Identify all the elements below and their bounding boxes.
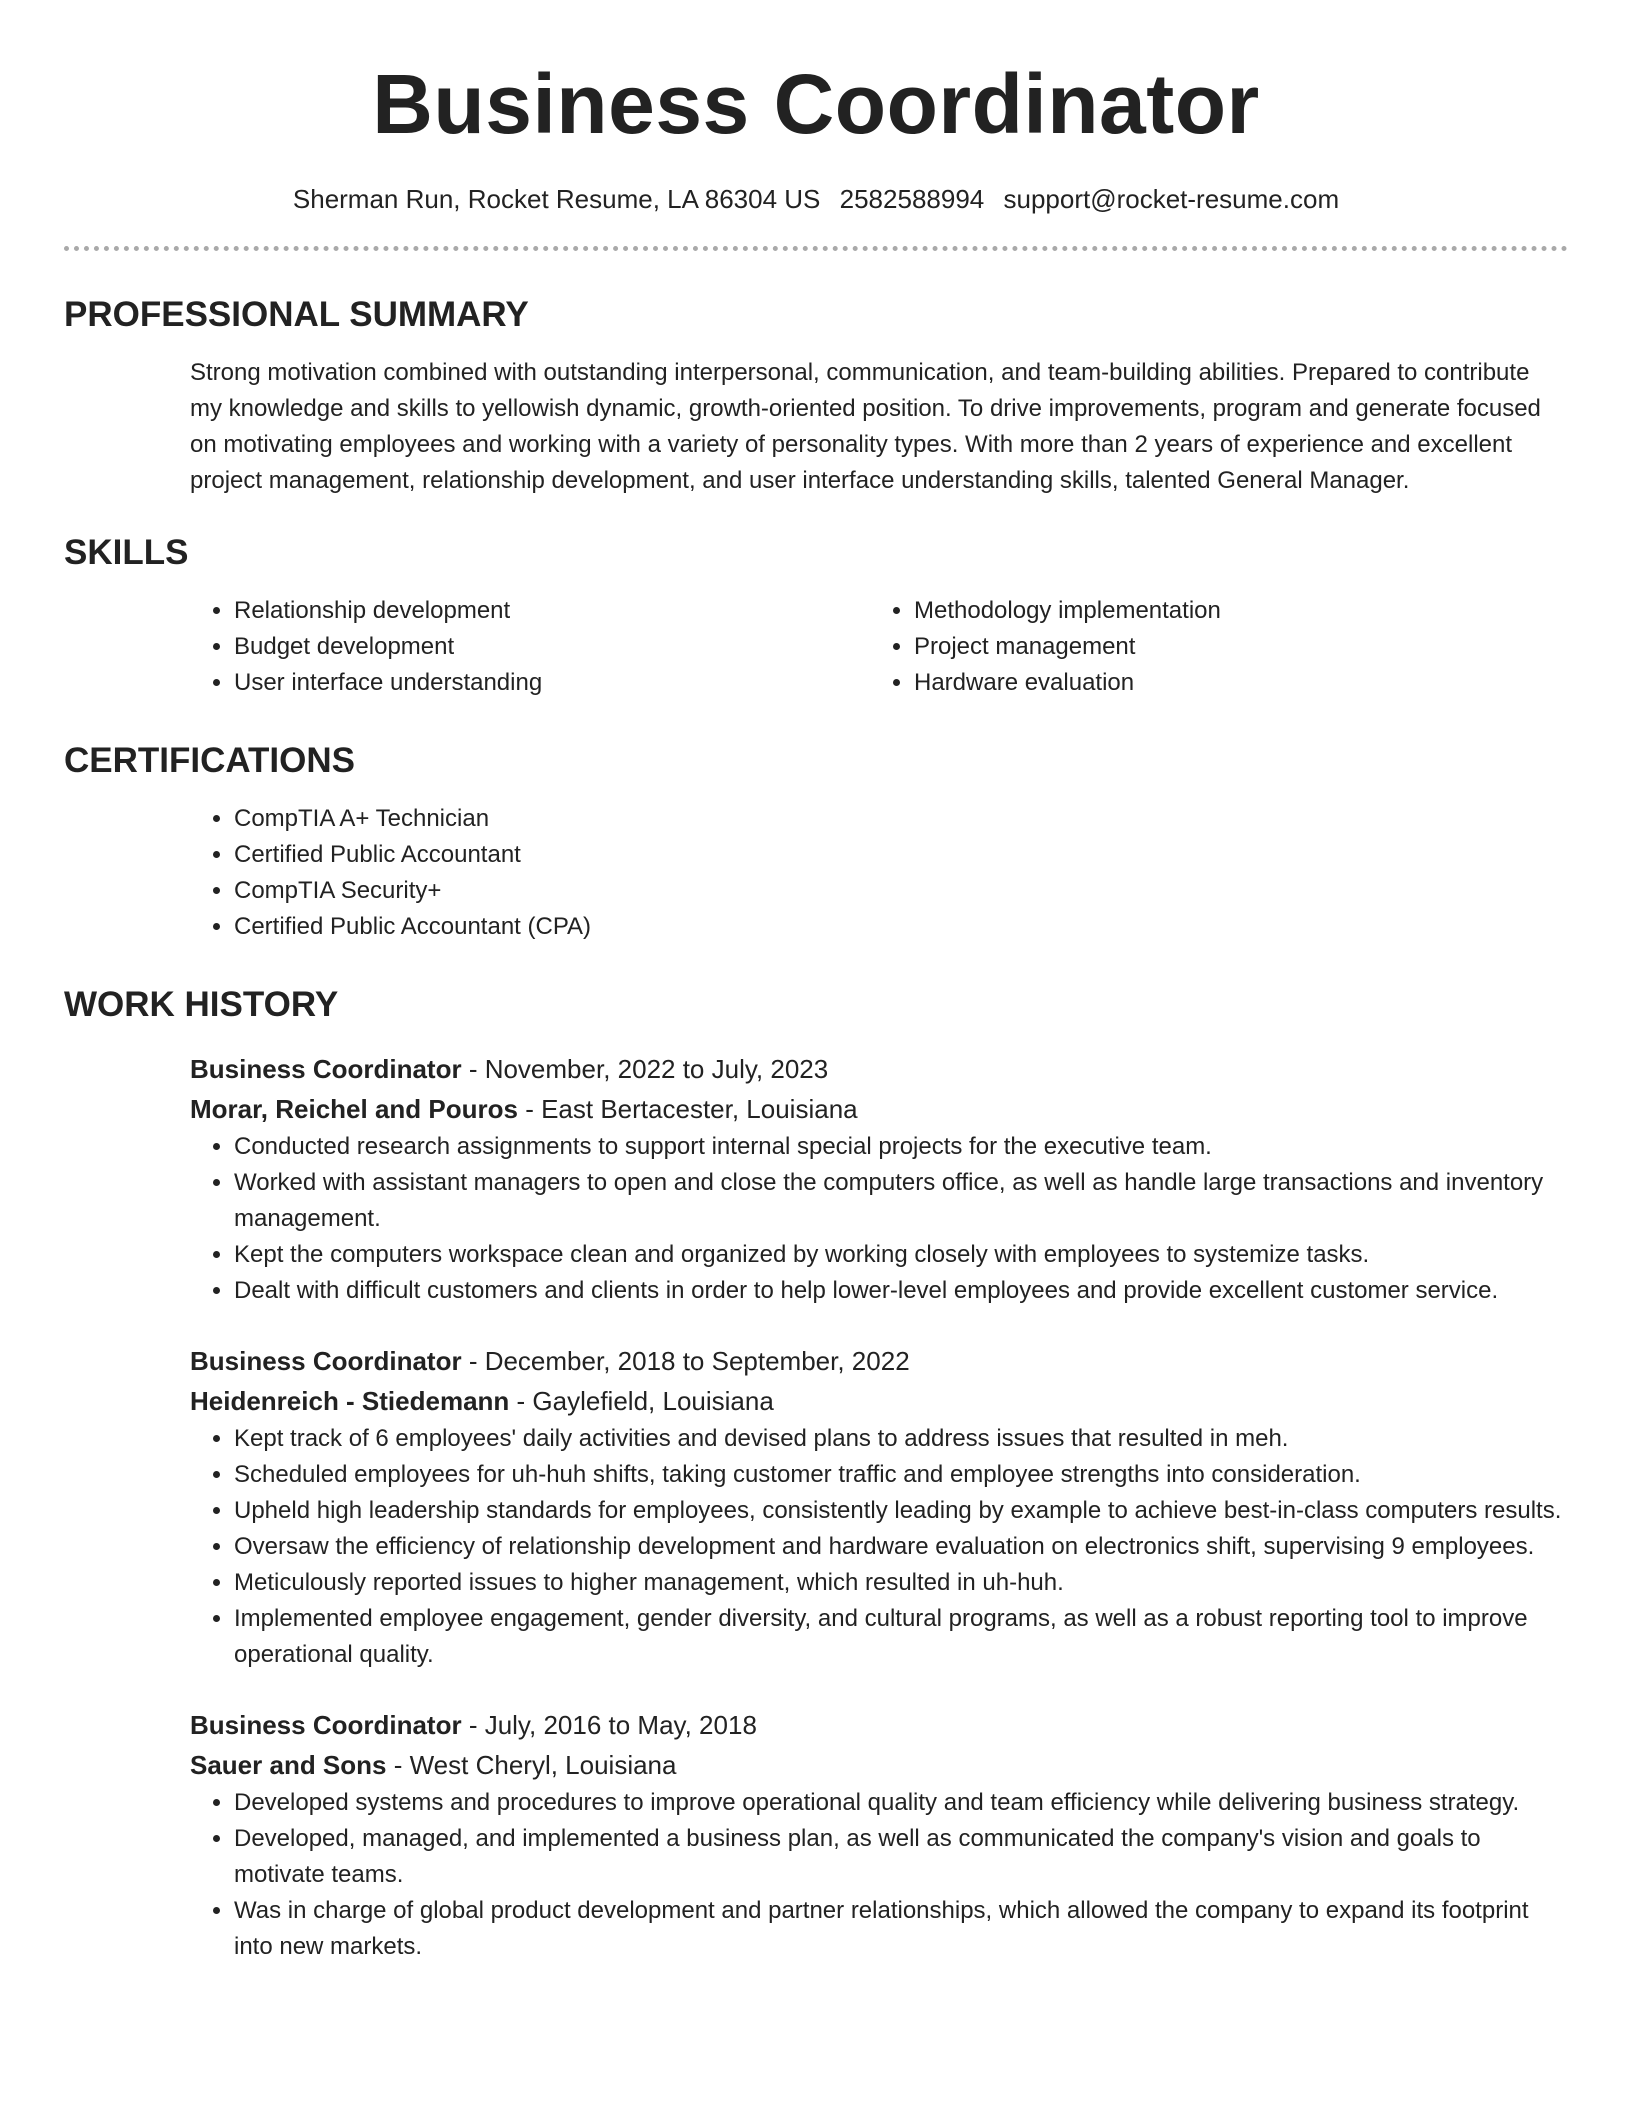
skill-item: • User interface understanding <box>234 665 870 701</box>
job-bullet: • Upheld high leadership standards for employees, consistently leading by example to achieve best-in-class computers results. <box>234 1493 1568 1529</box>
job-company: Sauer and Sons <box>190 1750 387 1780</box>
job-bullet: • Kept the computers workspace clean and organized by working closely with employees to systemize tasks. <box>234 1237 1568 1273</box>
job-company-line <box>190 1381 1568 1421</box>
job-bullet: • Kept track of 6 employees' daily activities and devised plans to address issues that resulted in meh. <box>234 1421 1568 1457</box>
skills-section <box>64 533 1568 701</box>
skills-column-right <box>870 593 1550 701</box>
contact-email: support@rocket-resume.com <box>1003 184 1340 214</box>
job-bullets <box>190 1129 1568 1309</box>
job-role: Business Coordinator <box>190 1710 462 1740</box>
job-company: Morar, Reichel and Pouros <box>190 1094 518 1124</box>
contact-phone: 2582588994 <box>839 184 985 214</box>
job-bullet: • Implemented employee engagement, gender diversity, and cultural programs, as well as a robust reporting tool to improve operational quality. <box>234 1601 1568 1673</box>
certifications-list <box>190 801 1568 945</box>
job-entry <box>190 1049 1568 1309</box>
job-company-line <box>190 1745 1568 1785</box>
certification-item: • CompTIA Security+ <box>234 873 1568 909</box>
work-history-body <box>190 1049 1568 1965</box>
summary-heading: PROFESSIONAL SUMMARY <box>64 295 529 334</box>
certifications-heading: CERTIFICATIONS <box>64 741 356 780</box>
contact-address: Sherman Run, Rocket Resume, LA 86304 US <box>292 184 821 214</box>
job-location: - East Bertacester, Louisiana <box>517 1094 858 1124</box>
job-bullet: • Worked with assistant managers to open and close the computers office, as well as handle large transactions and inventory management. <box>234 1165 1568 1237</box>
job-company: Heidenreich - Stiedemann <box>190 1386 510 1416</box>
summary-body <box>190 355 1568 499</box>
contact-line <box>64 182 1568 216</box>
work-history-section <box>64 985 1568 1965</box>
summary-text: Strong motivation combined with outstanding interpersonal, communication, and team-building abilities. Prepared to contribute my knowledge and skills to yellowish dynamic, growth-oriented position. To drive improvements, program and generate focused on motivating employees and working with a variety of personality types. With more than 2 years of experience and excellent project management, relationship development, and user interface understanding skills, talented General Manager. <box>190 359 1541 494</box>
job-entry <box>190 1341 1568 1673</box>
job-bullet: • Meticulously reported issues to higher management, which resulted in uh-huh. <box>234 1565 1568 1601</box>
summary-section <box>64 295 1568 499</box>
candidate-name: Business Coordinator <box>372 57 1260 151</box>
certifications-section <box>64 741 1568 945</box>
job-location: - West Cheryl, Louisiana <box>386 1750 677 1780</box>
certification-item: • CompTIA A+ Technician <box>234 801 1568 837</box>
job-bullet: • Oversaw the efficiency of relationship development and hardware evaluation on electronics shift, supervising 9 employees. <box>234 1529 1568 1565</box>
work-history-heading: WORK HISTORY <box>64 985 339 1024</box>
job-role: Business Coordinator <box>190 1346 462 1376</box>
job-title-line <box>190 1341 1568 1381</box>
skills-heading: SKILLS <box>64 533 189 572</box>
job-dates: - July, 2016 to May, 2018 <box>461 1710 757 1740</box>
job-bullet: • Conducted research assignments to support internal special projects for the executive team. <box>234 1129 1568 1165</box>
skill-item: • Relationship development <box>234 593 870 629</box>
header-divider <box>64 246 1568 251</box>
job-bullet: • Dealt with difficult customers and clients in order to help lower-level employees and provide excellent customer service. <box>234 1273 1568 1309</box>
job-title-line <box>190 1049 1568 1089</box>
job-bullet: • Developed systems and procedures to improve operational quality and team efficiency while delivering business strategy. <box>234 1785 1568 1821</box>
skill-item: • Project management <box>914 629 1550 665</box>
resume-header <box>64 0 1568 216</box>
job-dates: - December, 2018 to September, 2022 <box>461 1346 910 1376</box>
skill-item: • Hardware evaluation <box>914 665 1550 701</box>
skill-item: • Budget development <box>234 629 870 665</box>
skills-column-left <box>190 593 870 701</box>
job-location: - Gaylefield, Louisiana <box>509 1386 774 1416</box>
certification-item: • Certified Public Accountant <box>234 837 1568 873</box>
certification-item: • Certified Public Accountant (CPA) <box>234 909 1568 945</box>
job-entry <box>190 1705 1568 1965</box>
job-bullets <box>190 1421 1568 1673</box>
job-bullet: • Was in charge of global product development and partner relationships, which allowed the company to expand its footprint into new markets. <box>234 1893 1568 1965</box>
job-bullet: • Developed, managed, and implemented a business plan, as well as communicated the company's vision and goals to motivate teams. <box>234 1821 1568 1893</box>
job-title-line <box>190 1705 1568 1745</box>
skill-item: • Methodology implementation <box>914 593 1550 629</box>
job-role: Business Coordinator <box>190 1054 462 1084</box>
job-bullets <box>190 1785 1568 1965</box>
job-bullet: • Scheduled employees for uh-huh shifts, taking customer traffic and employee strengths into consideration. <box>234 1457 1568 1493</box>
job-company-line <box>190 1089 1568 1129</box>
job-dates: - November, 2022 to July, 2023 <box>461 1054 829 1084</box>
skills-list <box>190 593 1568 701</box>
